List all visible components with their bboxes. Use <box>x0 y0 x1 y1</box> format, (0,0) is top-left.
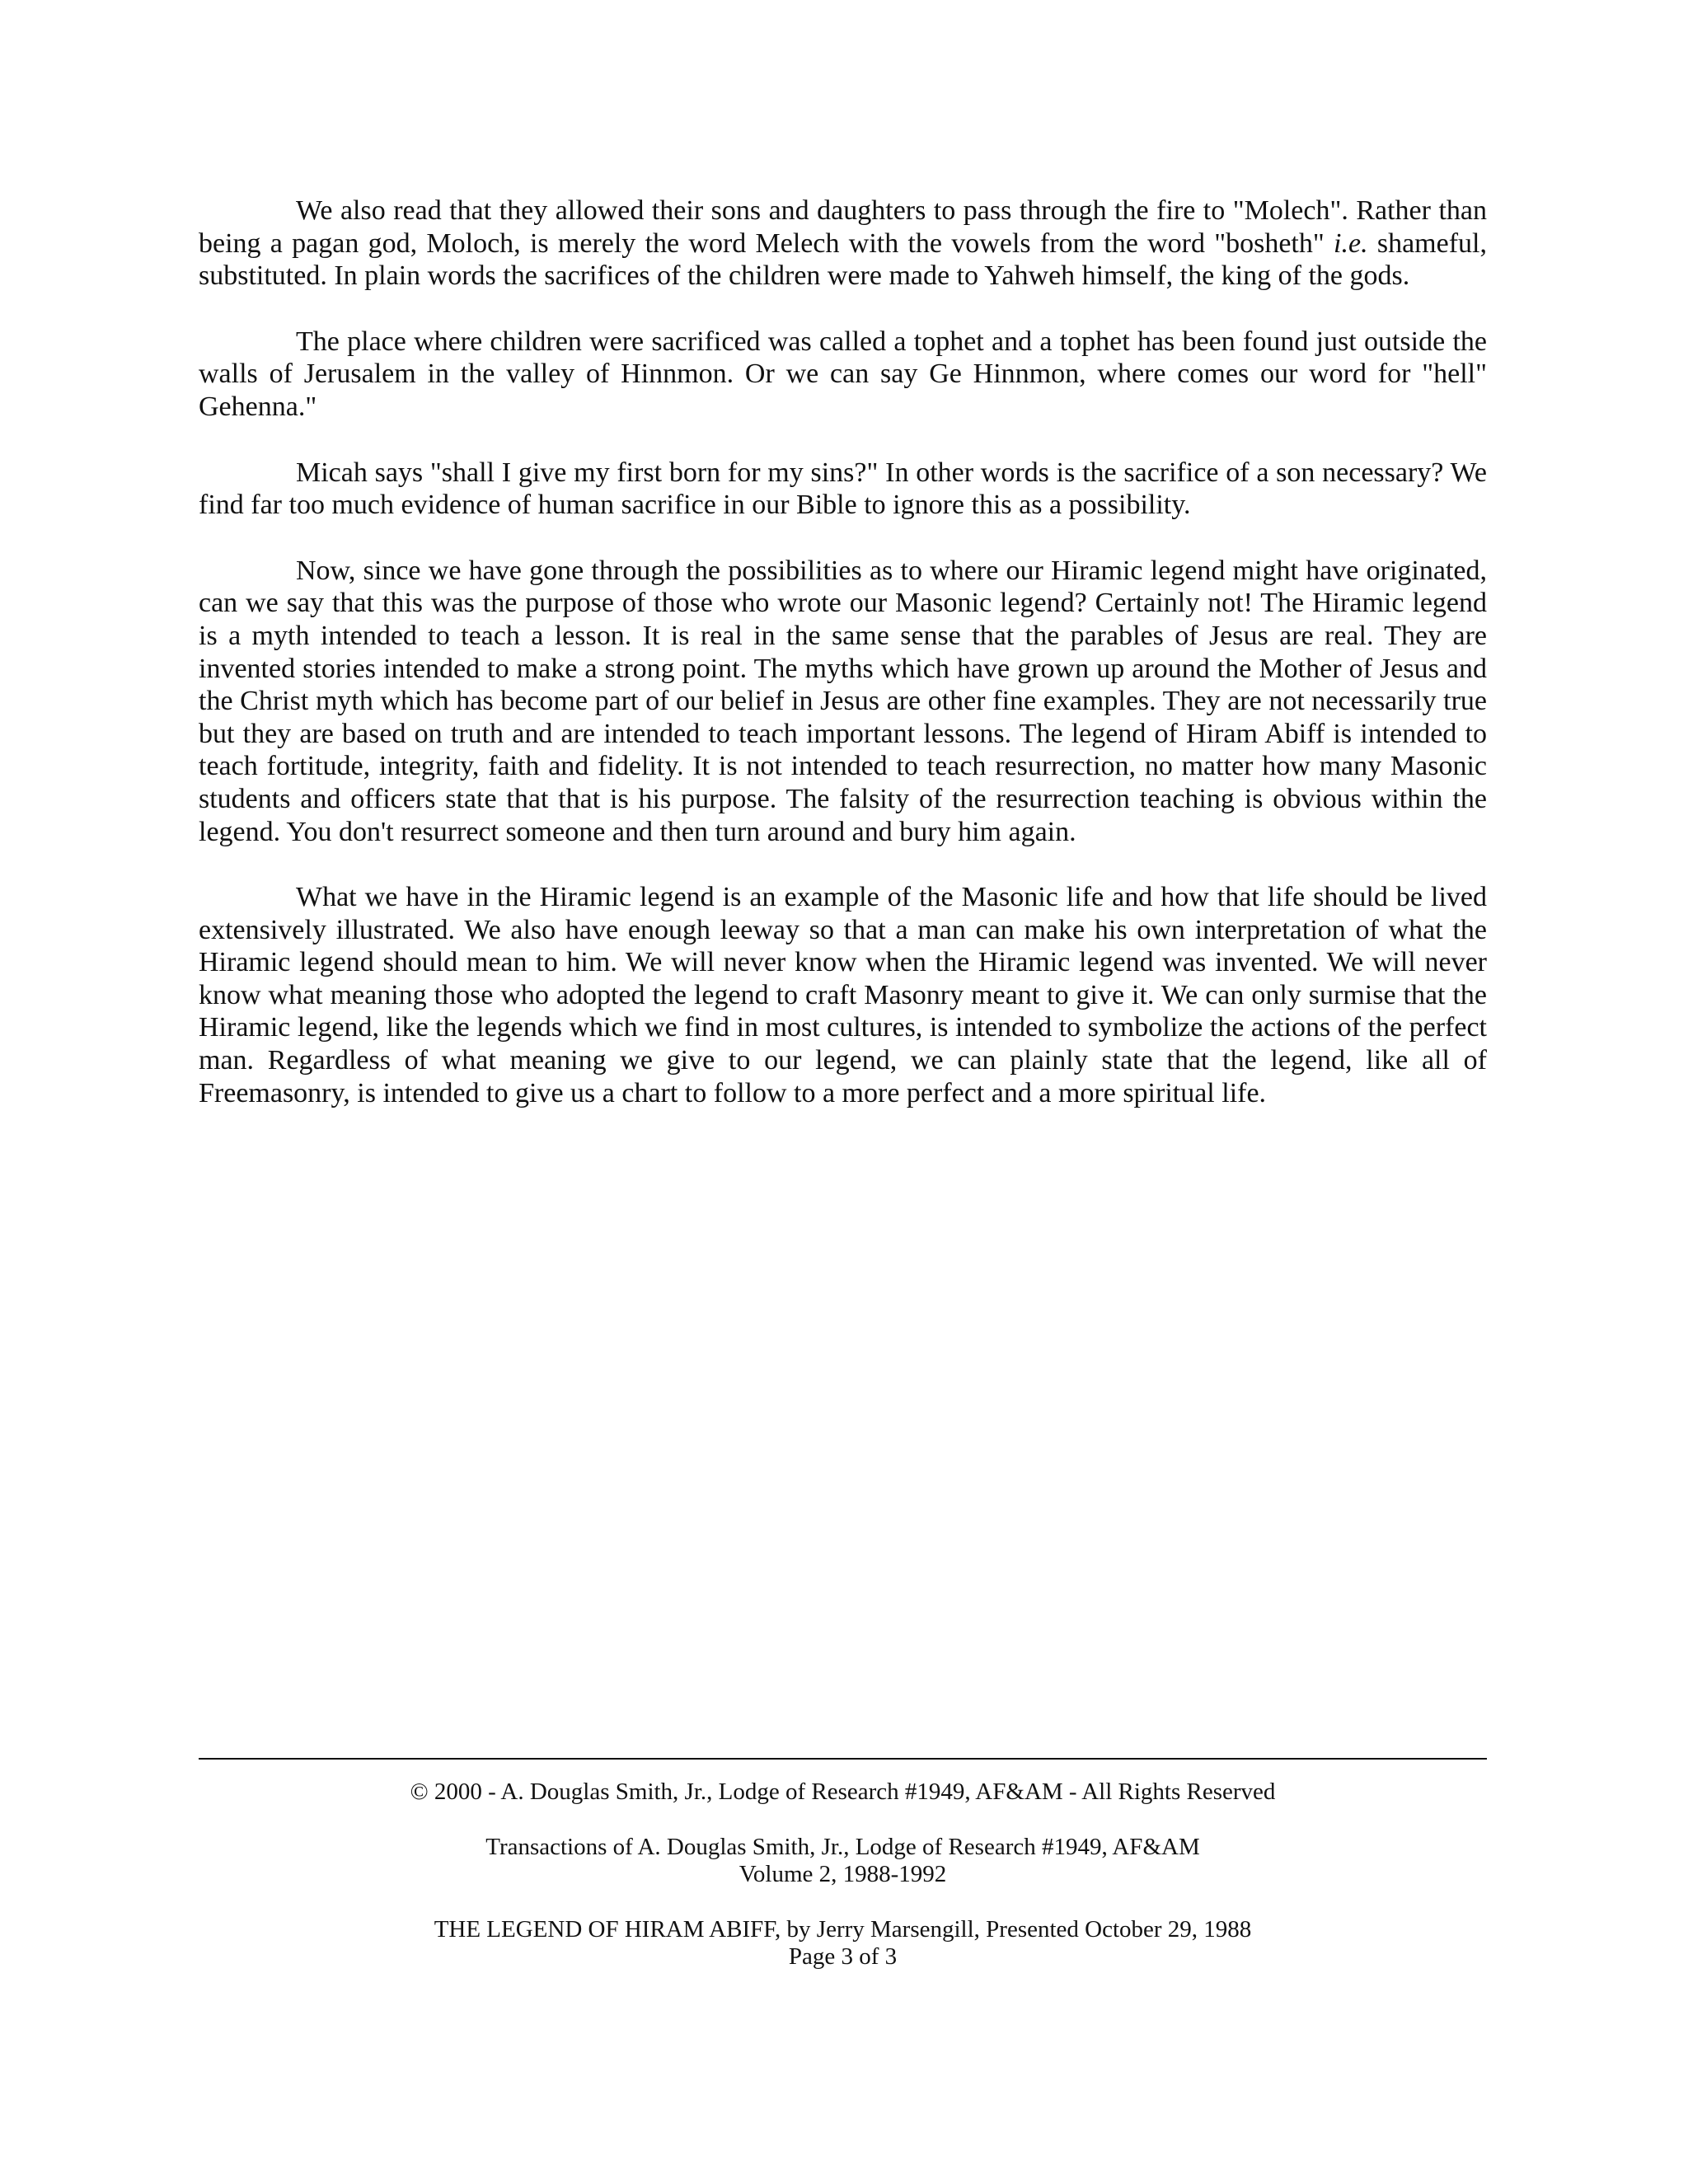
paragraph-masonic-life: What we have in the Hiramic legend is an example of the Masonic life and how that life should be lived extensively illustrated. We also have enough leeway so that a man can make his own interpretation of what the Hiramic legend should mean to him. We will never know when the Hiramic legend was invented. We will never know what meaning those who adopted the legend to craft Masonry meant to give it. We can only surmise that the Hiramic legend, like the legends which we find in most cultures, is intended to symbolize the actions of the perfect man. Regardless of what meaning we give to our legend, we can plainly state that the legend, like all of Freemasonry, is intended to give us a chart to follow to a more perfect and a more spiritual life. <box>199 882 1487 1108</box>
footer-copyright: © 2000 - A. Douglas Smith, Jr., Lodge of Research #1949, AF&AM - All Rights Reserved <box>410 1779 1276 1805</box>
paragraph-micah: Micah says "shall I give my first born for my sins?" In other words is the sacrifice of a son necessary? We find far too much evidence of human sacrifice in our Bible to ignore this as a possibility. <box>199 457 1487 521</box>
footer-divider <box>199 1758 1487 1760</box>
paragraph-molech-abbreviation: i.e. <box>1334 227 1368 259</box>
paragraph-molech-part2: shameful, substituted. In plain words the sacrifices of the children were made to Yahweh himself, the king of the gods. <box>199 227 1487 292</box>
paragraph-molech <box>199 194 1487 293</box>
footer-page-number: Page 3 of 3 <box>788 1943 898 1970</box>
footer-title-line: THE LEGEND OF HIRAM ABIFF, by Jerry Marsengill, Presented October 29, 1988 <box>434 1916 1252 1943</box>
paragraph-hiramic-origin: Now, since we have gone through the possibilities as to where our Hiramic legend might have originated, can we say that this was the purpose of those who wrote our Masonic legend? Certainly not! The Hiramic legend is a myth intended to teach a lesson. It is real in the same sense that the parables of Jesus are real. They are invented stories intended to make a strong point. The myths which have grown up around the Mother of Jesus and the Christ myth which has become part of our belief in Jesus are other fine examples. They are not necessarily true but they are based on truth and are intended to teach important lessons. The legend of Hiram Abiff is intended to teach fortitude, integrity, faith and fidelity. It is not intended to teach resurrection, no matter how many Masonic students and officers state that that is his purpose. The falsity of the resurrection teaching is obvious within the legend. You don't resurrect someone and then turn around and bury him again. <box>199 555 1487 847</box>
footer-transactions <box>199 1834 1487 1888</box>
footer-transactions-line2: Volume 2, 1988-1992 <box>738 1861 947 1887</box>
paragraph-tophet: The place where children were sacrificed was called a tophet and a tophet has been found just outside the walls of Jerusalem in the valley of Hinnmon. Or we can say Ge Hinnmon, where comes our word for "hell" Gehenna." <box>199 326 1487 422</box>
page-footer <box>199 1779 1487 1971</box>
paragraph-molech-part1: We also read that they allowed their sons and daughters to pass through the fire to "Molech". Rather than being a pagan god, Moloch, is merely the word Melech with the vowels from the word "bosheth" <box>199 195 1487 259</box>
footer-transactions-line1: Transactions of A. Douglas Smith, Jr., Lodge of Research #1949, AF&AM <box>485 1834 1200 1860</box>
body-text <box>199 194 1487 1142</box>
footer-title-block <box>199 1916 1487 1971</box>
